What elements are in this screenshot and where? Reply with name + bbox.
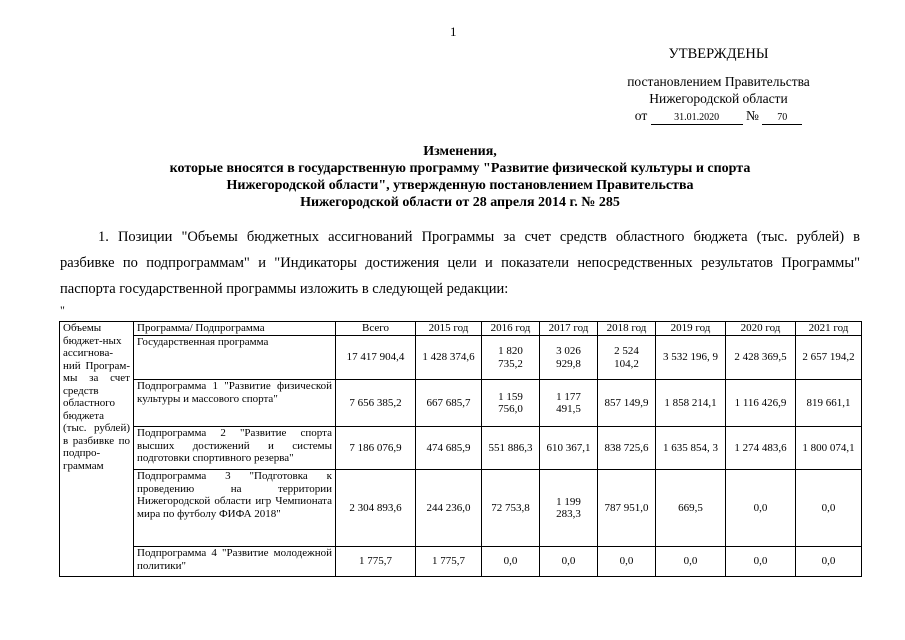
header-2021: 2021 год (796, 322, 862, 336)
value-2021: 1 800 074,1 (796, 427, 862, 470)
value-2016: 1 820 735,2 (482, 336, 540, 380)
value-2020: 0,0 (726, 547, 796, 577)
heading-line-2: которые вносятся в государственную программу "Развитие физической культуры и спорта (169, 161, 751, 176)
table-row (60, 470, 862, 547)
program-name: Государственная программа (134, 336, 336, 380)
value-2017: 1 199 283,3 (540, 470, 598, 547)
value-2018: 0,0 (598, 547, 656, 577)
table-row (60, 380, 862, 427)
approval-number: 70 (762, 112, 802, 125)
program-name: Подпрограмма 4 "Развитие молодежной политики" (134, 547, 336, 577)
value-2018: 838 725,6 (598, 427, 656, 470)
table-row (60, 336, 862, 380)
value-2015: 1 428 374,6 (416, 336, 482, 380)
value-2020: 0,0 (726, 470, 796, 547)
value-2019: 3 532 196, 9 (656, 336, 726, 380)
value-2020: 1 116 426,9 (726, 380, 796, 427)
header-2015: 2015 год (416, 322, 482, 336)
value-2020: 1 274 483,6 (726, 427, 796, 470)
paragraph-line-3: паспорта государственной программы изложить в следующей редакции: (60, 281, 509, 297)
heading-line-4: Нижегородской области от 28 апреля 2014 г. № 285 (300, 195, 620, 210)
value-2021: 0,0 (796, 547, 862, 577)
table-row (60, 547, 862, 577)
value-2017: 610 367,1 (540, 427, 598, 470)
program-name: Подпрограмма 2 "Развитие спорта высших достижений и системы подготовки спортивного резерва" (134, 427, 336, 470)
heading-line-1: Изменения, (423, 144, 497, 159)
paragraph-line-1: 1. Позиции "Объемы бюджетных ассигнований Программы за счет средств областного бюджета (тыс. рублей) в (98, 229, 860, 245)
value-total: 17 417 904,4 (336, 336, 416, 380)
value-2015: 1 775,7 (416, 547, 482, 577)
value-2019: 0,0 (656, 547, 726, 577)
value-2018: 787 951,0 (598, 470, 656, 547)
approval-date-line (606, 108, 831, 125)
number-label: № (745, 108, 759, 123)
value-total: 2 304 893,6 (336, 470, 416, 547)
value-2016: 72 753,8 (482, 470, 540, 547)
program-name: Подпрограмма 3 "Подготовка к проведению на территории Нижегородской области игр Чемпионата мира по футболу ФИФА 2018" (134, 470, 336, 547)
approval-line-1: постановлением Правительства (627, 74, 810, 89)
value-2017: 0,0 (540, 547, 598, 577)
header-2020: 2020 год (726, 322, 796, 336)
header-total: Всего (336, 322, 416, 336)
from-label: от (634, 108, 648, 123)
table-row (60, 427, 862, 470)
value-total: 1 775,7 (336, 547, 416, 577)
paragraph-line-2: разбивке по подпрограммам" и "Индикаторы достижения цели и показатели непосредственных результатов Программы" (60, 255, 860, 271)
value-2017: 1 177 491,5 (540, 380, 598, 427)
approval-title: УТВЕРЖДЕНЫ (668, 46, 769, 62)
heading-line-3: Нижегородской области", утвержденную постановлением Правительства (226, 178, 694, 193)
value-2016: 1 159 756,0 (482, 380, 540, 427)
value-2016: 551 886,3 (482, 427, 540, 470)
value-total: 7 186 076,9 (336, 427, 416, 470)
program-name: Подпрограмма 1 "Развитие физической культуры и массового спорта" (134, 380, 336, 427)
value-2019: 669,5 (656, 470, 726, 547)
value-2017: 3 026 929,8 (540, 336, 598, 380)
budget-table (59, 321, 862, 577)
value-2018: 2 524 104,2 (598, 336, 656, 380)
header-2018: 2018 год (598, 322, 656, 336)
value-2021: 819 661,1 (796, 380, 862, 427)
budget-volume-label: Объемы бюджет-ных ассигнова-ний Програм-мы за счет средств областного бюджета (тыс. рублей) в разбивке по подпро-граммам (60, 322, 134, 577)
approval-date: 31.01.2020 (651, 112, 743, 125)
value-2015: 667 685,7 (416, 380, 482, 427)
value-2015: 244 236,0 (416, 470, 482, 547)
header-2019: 2019 год (656, 322, 726, 336)
header-2017: 2017 год (540, 322, 598, 336)
value-2015: 474 685,9 (416, 427, 482, 470)
header-program: Программа/ Подпрограмма (134, 322, 336, 336)
value-2019: 1 858 214,1 (656, 380, 726, 427)
value-2019: 1 635 854, 3 (656, 427, 726, 470)
value-2021: 2 657 194,2 (796, 336, 862, 380)
page-number: 1 (450, 24, 457, 39)
header-2016: 2016 год (482, 322, 540, 336)
value-2020: 2 428 369,5 (726, 336, 796, 380)
quote-mark: " (60, 303, 65, 317)
value-2016: 0,0 (482, 547, 540, 577)
table-header-row (60, 322, 862, 336)
approval-line-2: Нижегородской области (649, 91, 788, 106)
value-2018: 857 149,9 (598, 380, 656, 427)
value-2021: 0,0 (796, 470, 862, 547)
value-total: 7 656 385,2 (336, 380, 416, 427)
